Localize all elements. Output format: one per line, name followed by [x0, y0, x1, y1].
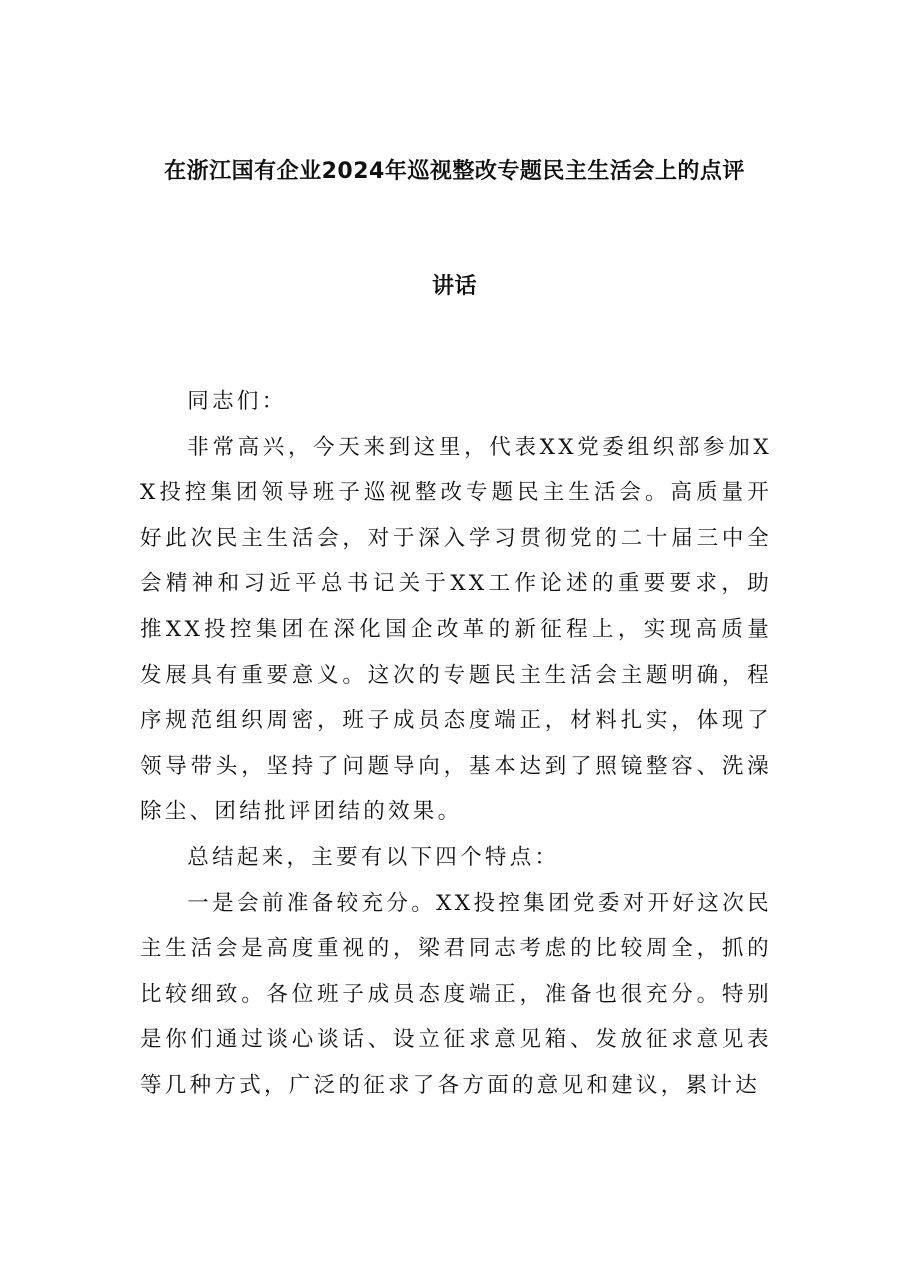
document-title-line-1: 在浙江国有企业2024年巡视整改专题民主生活会上的点评: [164, 159, 745, 184]
document-title-line-2: 讲话: [431, 274, 477, 299]
document-body: [140, 379, 772, 1109]
paragraph-point-one: 一是会前准备较充分。XX投控集团党委对开好这次民主生活会是高度重视的，梁君同志考虑的比较周全，抓的比较细致。各位班子成员态度端正，准备也很充分。特别是你们通过谈心谈话、设立征求意见箱、发放征求意见表等几种方式，广泛的征求了各方面的意见和建议，累计达: [140, 890, 772, 1098]
paragraph-summary: 总结起来，主要有以下四个特点：: [187, 844, 560, 870]
greeting: 同志们：: [187, 389, 287, 414]
paragraph-opening: 非常高兴，今天来到这里，代表XX党委组织部参加XX投控集团领导班子巡视整改专题民主生活会。高质量开好此次民主生活会，对于深入学习贯彻党的二十届三中全会精神和习近平总书记关于XX工作论述的重要要求，助推XX投控集团在深化国企改革的新征程上，实现高质量发展具有重要意义。这次的专题民主生活会主题明确，程序规范组织周密，班子成员态度端正，材料扎实，体现了领导带头，坚持了问题导向，基本达到了照镜整容、洗澡除尘、团结批评团结的效果。: [140, 434, 772, 825]
